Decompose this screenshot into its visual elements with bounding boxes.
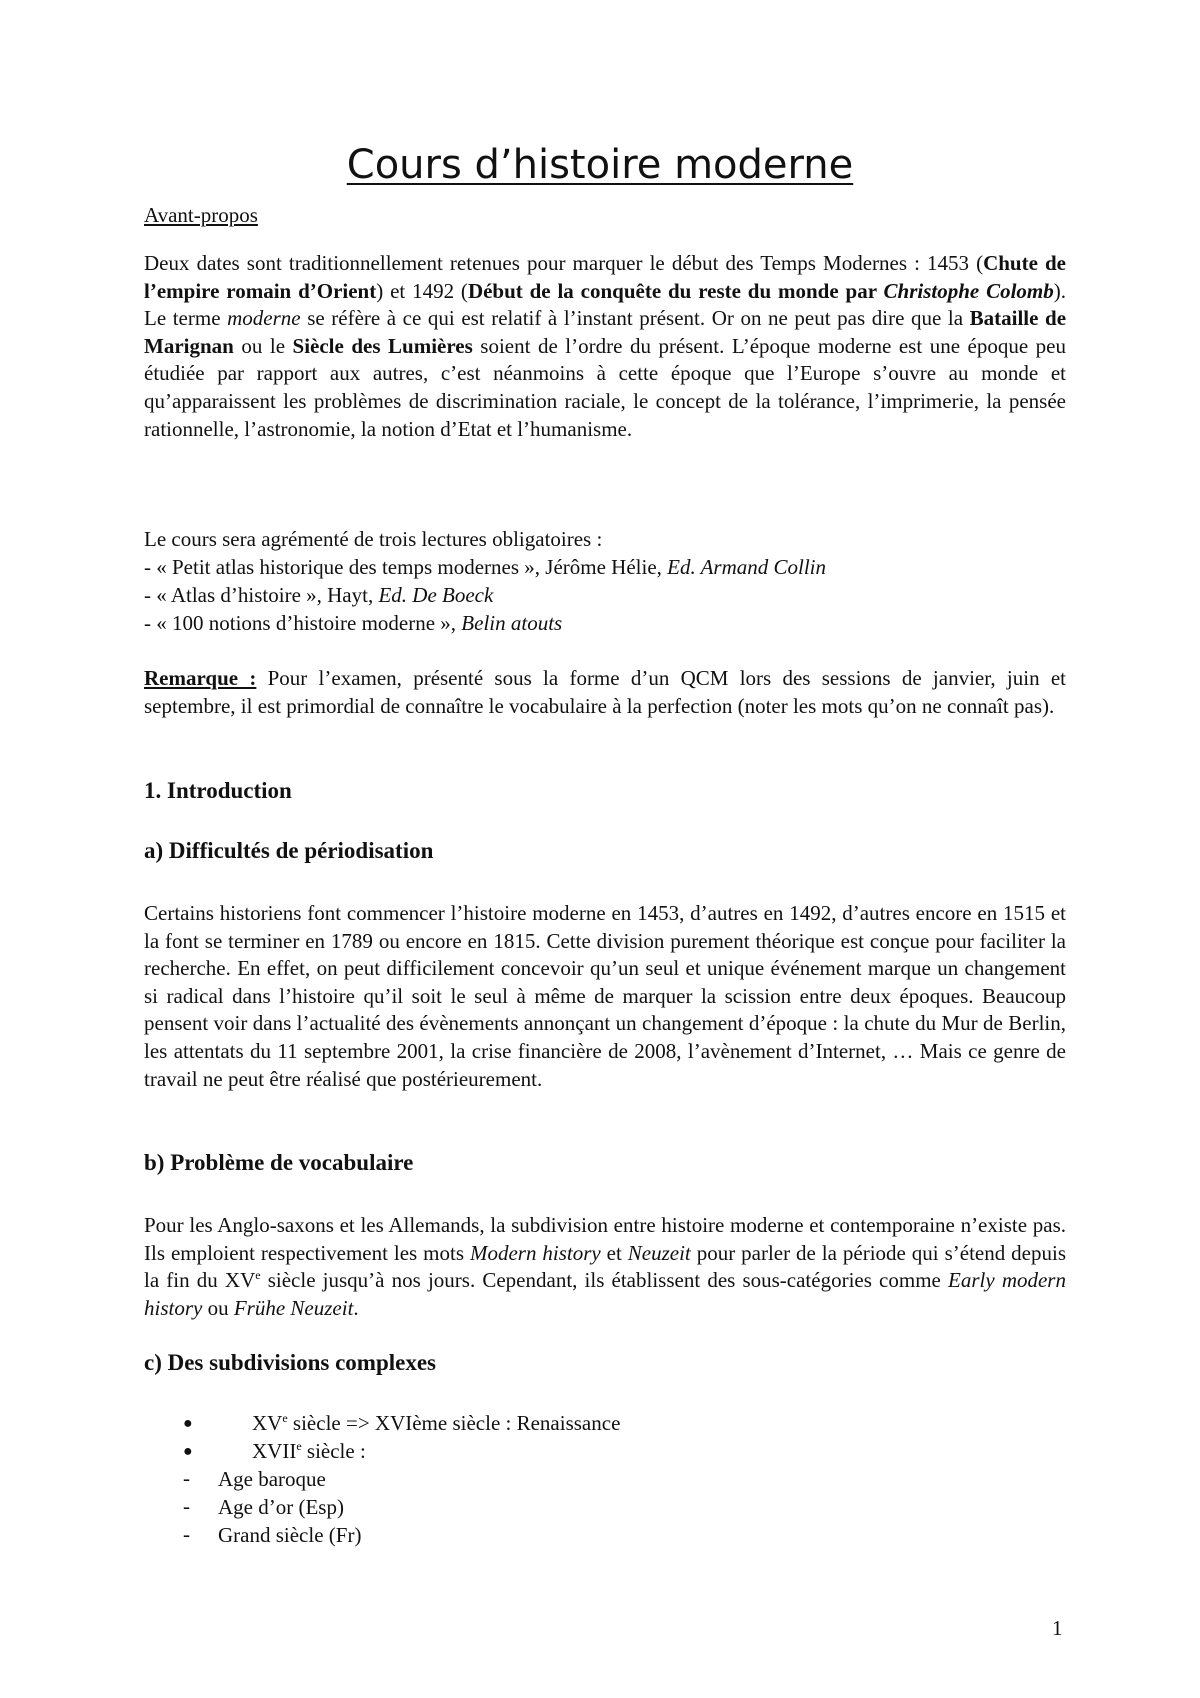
heading-introduction: 1. Introduction [144, 778, 292, 803]
dash-marker: - [183, 1494, 190, 1518]
list-item: Grand siècle (Fr) [218, 1523, 362, 1547]
dash-marker: - [183, 1522, 190, 1546]
intro-paragraph: Deux dates sont traditionnellement retenues pour marquer le début des Temps Modernes : 1453 (Chute de l’empire romain d’Orient) et 1492 (Début de la conquête du reste du monde par Christophe Colomb). Le terme moderne se réfère à ce qui est relatif à l’instant présent. Or on ne peut pas dire que la Bataille de Marignan ou le Siècle des Lumières soient de l’ordre du présent. L’époque moderne est une époque peu étudiée par rapport aux autres, c’est néanmoins à cette époque que l’Europe s’ouvre au monde et qu’apparaissent les problèmes de discrimination raciale, le concept de la tolérance, l’imprimerie, la pensée rationnelle, l’astronomie, la notion d’Etat et l’humanisme. [144, 251, 1067, 441]
dash-marker: - [183, 1466, 190, 1490]
list-item: XVIIe siècle : [252, 1439, 366, 1463]
reading-item: - « Atlas d’histoire », Hayt, Ed. De Boeck [144, 583, 494, 607]
heading-difficultes-periodisation: a) Difficultés de périodisation [144, 838, 434, 863]
list-item: Age d’or (Esp) [218, 1495, 344, 1519]
section-avant-propos-heading: Avant-propos [144, 203, 258, 227]
heading-subdivisions-complexes: c) Des subdivisions complexes [144, 1350, 436, 1375]
vocabulary-paragraph: Pour les Anglo-saxons et les Allemands, la subdivision entre histoire moderne et contemporaine n’existe pas. Ils emploient respectivement les mots Modern history et Neuzeit pour parler de la période qui s’étend depuis la fin du XVe siècle jusqu’à nos jours. Cependant, ils établissent des sous-catégories comme Early modern history ou Frühe Neuzeit. [144, 1213, 1066, 1320]
reading-item: - « 100 notions d’histoire moderne », Belin atouts [144, 611, 563, 635]
bullet-icon: ● [183, 1415, 193, 1432]
remark-paragraph: Remarque : Pour l’examen, présenté sous la forme d’un QCM lors des sessions de janvier, juin et septembre, il est primordial de connaître le vocabulaire à la perfection (noter les mots qu’on ne connaît pas). [144, 666, 1066, 718]
list-item: Age baroque [218, 1467, 326, 1491]
bullet-icon: ● [183, 1443, 193, 1460]
reading-item: - « Petit atlas historique des temps modernes », Jérôme Hélie, Ed. Armand Collin [144, 555, 827, 579]
page-title: Cours d’histoire moderne [346, 142, 854, 188]
list-item: XVe siècle => XVIème siècle : Renaissance [252, 1411, 621, 1435]
periodisation-paragraph: Certains historiens font commencer l’histoire moderne en 1453, d’autres en 1492, d’autres encore en 1515 et la font se terminer en 1789 ou encore en 1815. Cette division purement théorique est conçue pour faciliter la recherche. En effet, on peut difficilement concevoir qu’un seul et unique événement marque un changement si radical dans l’histoire qu’il soit le seul à même de marquer la scission entre deux époques. Beaucoup pensent voir dans l’actualité des évènements annonçant un changement d’époque : la chute du Mur de Berlin, les attentats du 11 septembre 2001, la crise financière de 2008, l’avènement d’Internet, … Mais ce genre de travail ne peut être réalisé que postérieurement. [144, 901, 1066, 1091]
readings-intro: Le cours sera agrémenté de trois lectures obligatoires : [144, 527, 603, 551]
heading-probleme-vocabulaire: b) Problème de vocabulaire [144, 1150, 414, 1175]
page-number: 1 [1052, 1616, 1063, 1640]
